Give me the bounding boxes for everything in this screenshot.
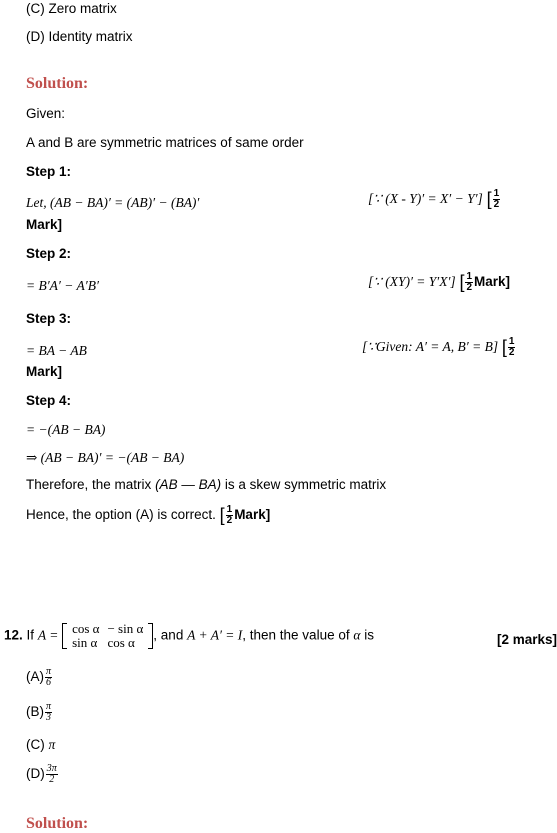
condition: A + A′ = I	[187, 627, 243, 643]
matrix-a	[62, 622, 153, 650]
step-1-reason-text: [∵ (X - Y)′ = X′ − Y′]	[368, 191, 483, 207]
option-c: (C) π	[26, 737, 56, 752]
hence-mark: Mark]	[234, 507, 271, 523]
step-4-line-1	[26, 422, 105, 438]
solution-heading-2: Solution:	[26, 815, 89, 832]
matrix-cell: − sin α	[107, 621, 144, 636]
option-b: (B) $\frac{\pi}{3}$	[26, 701, 52, 723]
step-3-mark: Mark]	[26, 364, 63, 379]
step-4-label: Step 4:	[26, 393, 72, 408]
half-fraction: $\frac{1}{2}$	[493, 188, 500, 210]
step-3-reason-text: [∵Given: A′ = A, B′ = B]	[362, 339, 499, 355]
half-fraction: $\frac{1}{2}$	[466, 271, 473, 293]
step-2-reason-text: [∵ (XY)′ = Y′X′]	[368, 274, 456, 290]
step-1-mark: Mark]	[26, 217, 63, 232]
step-1-reason	[368, 189, 501, 210]
solution-heading: Solution:	[26, 75, 89, 92]
step-4-line-2	[26, 450, 184, 466]
step-3-math: = BA − AB	[26, 343, 87, 358]
mark-bracket: [	[219, 505, 225, 525]
question-12: 12. If A = cos α − sin α sin α cos α , and A + A′ = I, then the value of α is	[4, 621, 374, 650]
hence-text: Hence, the option (A) is correct.	[26, 507, 216, 523]
half-fraction: $\frac{1}{2}$	[226, 504, 233, 526]
step-2-label: Step 2:	[26, 246, 72, 261]
given-label: Given:	[26, 106, 66, 121]
step-1-math: Let, (AB − BA)′ = (AB)′ − (BA)′	[26, 195, 200, 210]
mark-bracket: [	[501, 337, 507, 357]
step-1-label: Step 1:	[26, 164, 72, 179]
therefore-statement: Therefore, the matrix (AB — BA) is a skew symmetric matrix	[26, 477, 387, 492]
matrix-cell: sin α	[72, 635, 98, 650]
step-4-math-2: ⇒ (AB − BA)′ = −(AB − BA)	[26, 450, 185, 465]
step-4-math-1: = −(AB − BA)	[26, 422, 106, 437]
matrix-cell: cos α	[72, 621, 100, 636]
mark-bracket: [	[486, 189, 492, 209]
option-a: (A) $\frac{\pi}{6}$	[26, 666, 52, 688]
given-text: A and B are symmetric matrices of same order	[26, 135, 304, 150]
marks-badge: [2 marks]	[497, 632, 557, 647]
step-2-reason	[368, 272, 510, 293]
option-d: (D) $\frac{3\pi}{2}$	[26, 763, 57, 785]
half-fraction: $\frac{1}{2}$	[508, 336, 515, 358]
step-3-expression	[26, 343, 87, 359]
step-1-expression	[26, 195, 199, 211]
step-3-reason	[362, 337, 516, 358]
hence-statement	[26, 505, 270, 526]
mark-bracket: [	[459, 272, 465, 292]
question-number: 12.	[4, 627, 23, 643]
step-2-expression	[26, 278, 99, 294]
step-3-label: Step 3:	[26, 311, 72, 326]
matrix-cell: cos α	[107, 635, 135, 650]
therefore-expression: (AB — BA)	[155, 477, 222, 492]
step-2-math: = B′A′ − A′B′	[26, 278, 99, 293]
step-2-mark: Mark]	[474, 274, 511, 290]
previous-option-c: (C) Zero matrix	[26, 1, 117, 16]
matrix-label: A =	[37, 627, 59, 643]
previous-option-d: (D) Identity matrix	[26, 29, 133, 44]
